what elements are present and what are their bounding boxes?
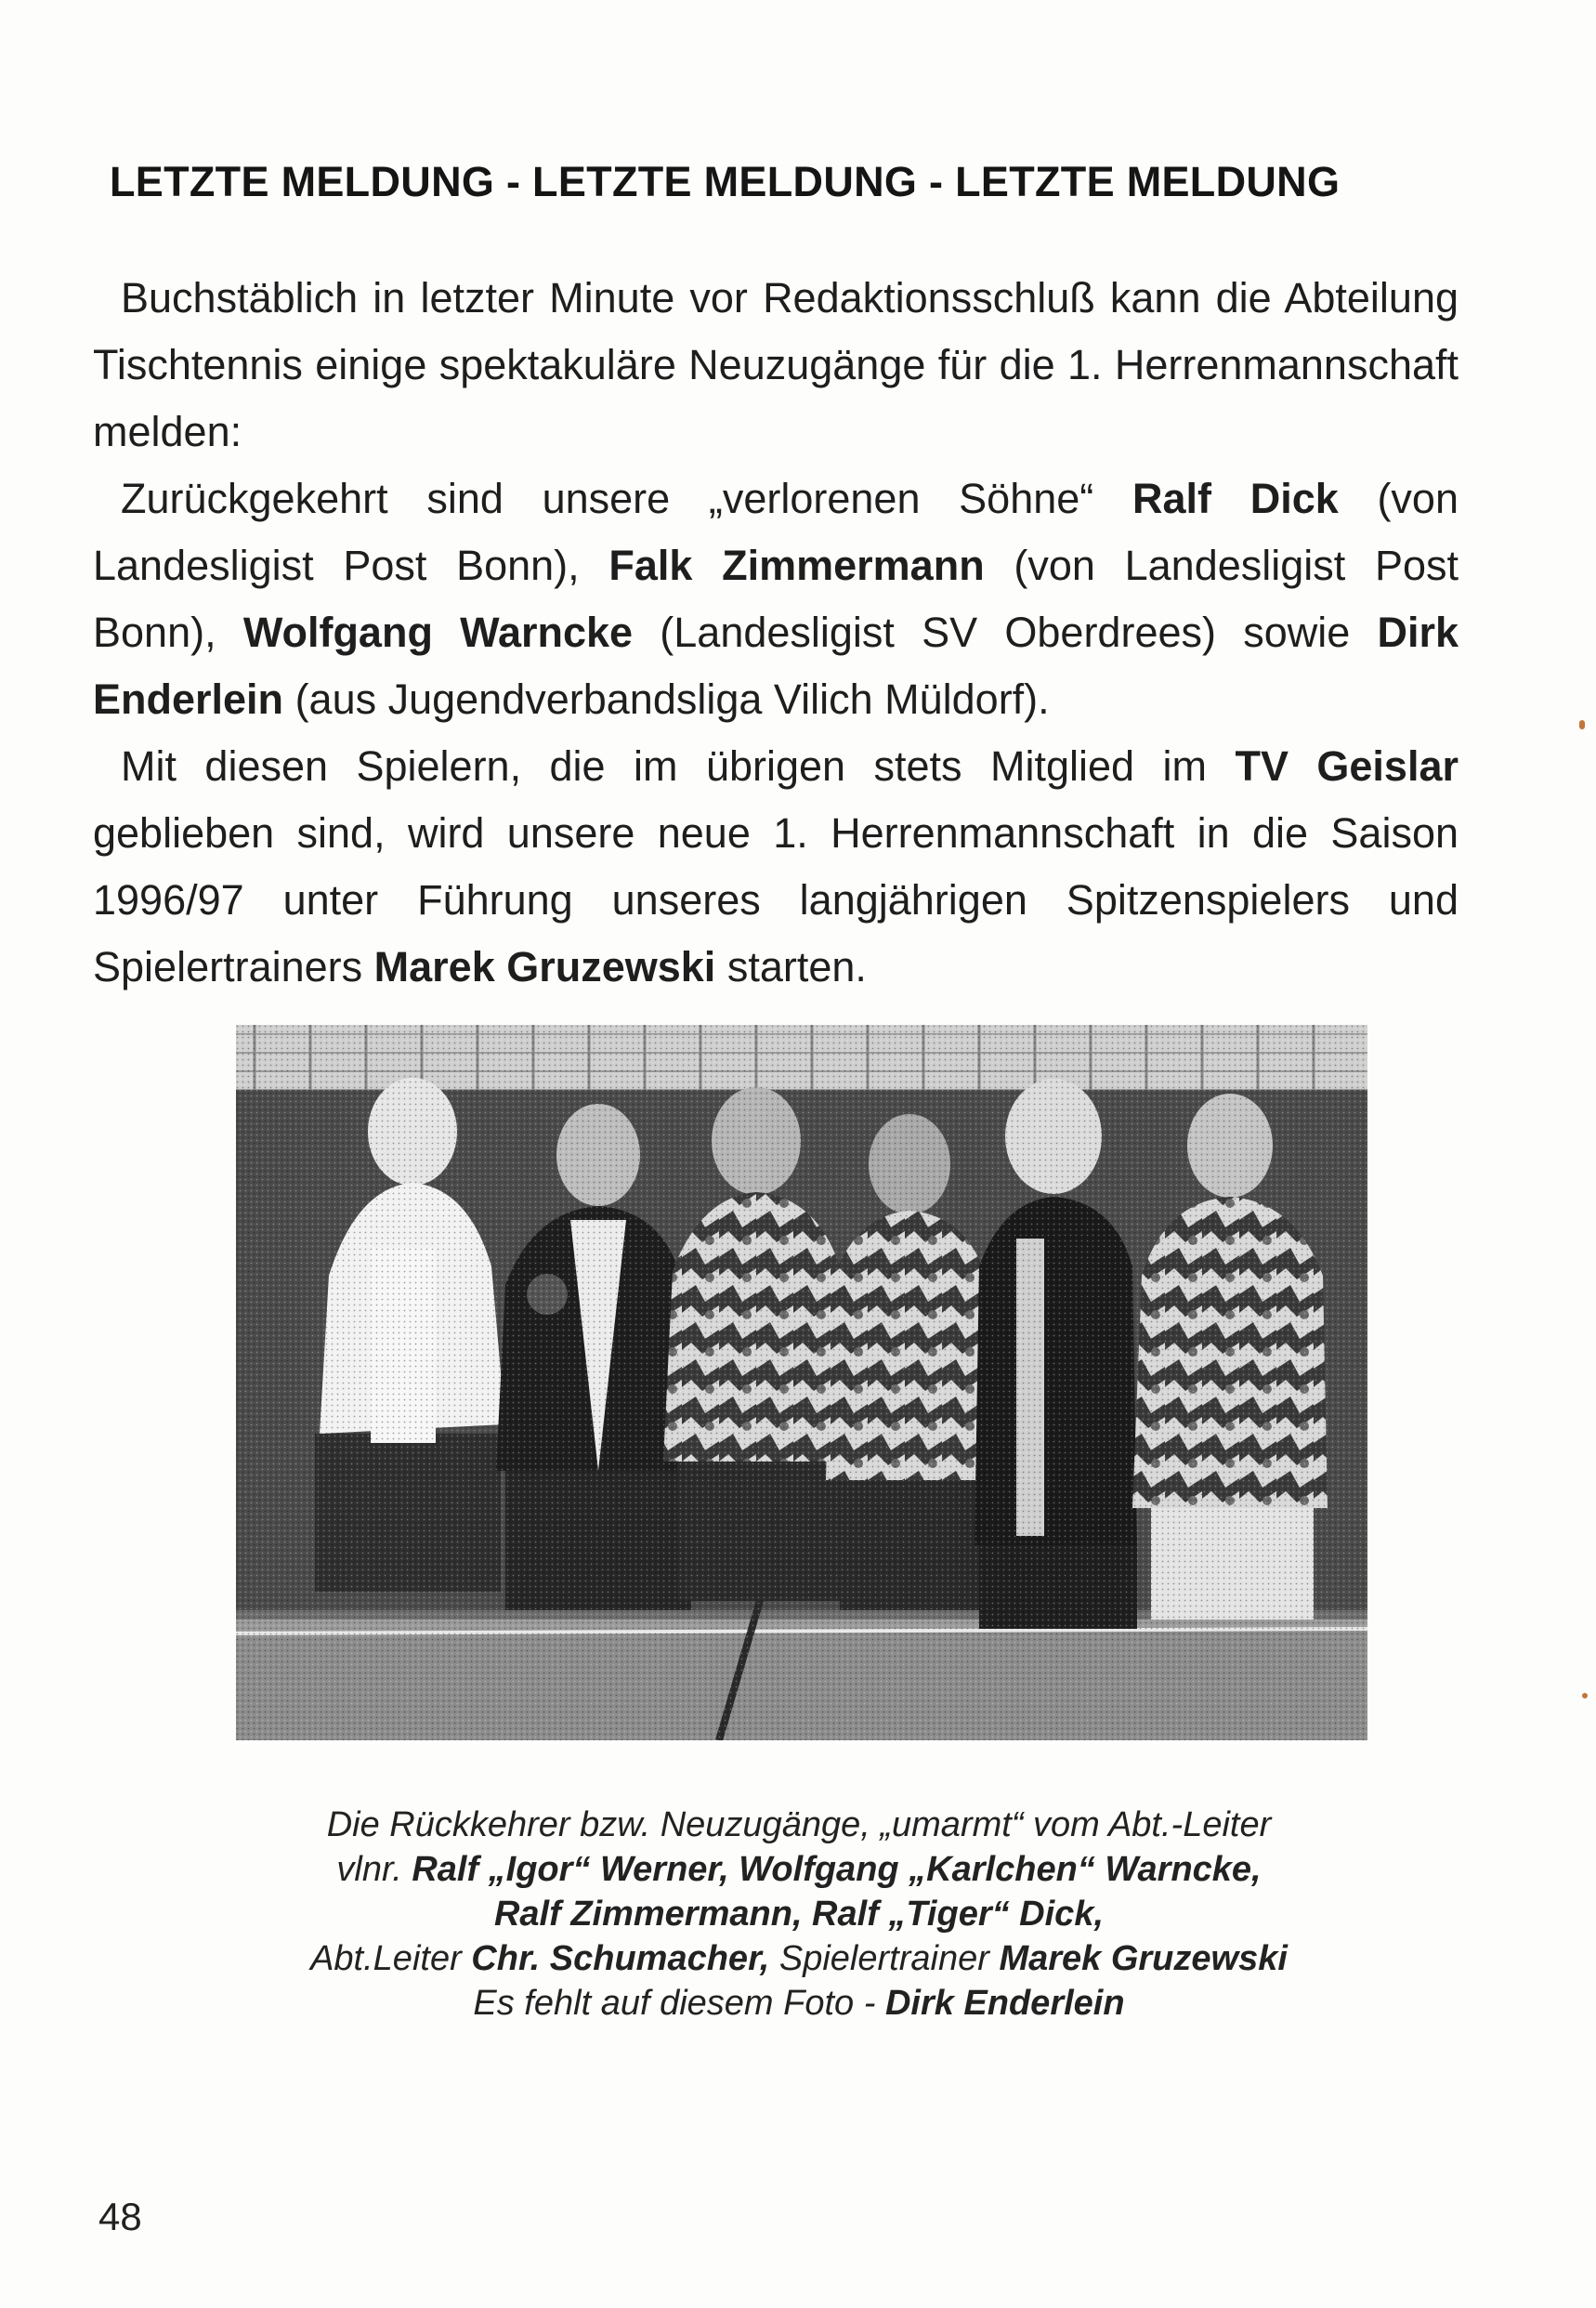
names: Ralf Zimmermann, Ralf „Tiger“ Dick,	[493, 1895, 1105, 1934]
text: (von Landesligist Post Bonn),	[93, 542, 1459, 656]
page-number: 48	[98, 2195, 142, 2238]
player-name: Wolfgang Warncke	[242, 609, 634, 656]
caption-line-3	[167, 1892, 1431, 1936]
headline: LETZTE MELDUNG - LETZTE MELDUNG - LETZTE MELDUNG	[110, 158, 1341, 205]
caption-line-5	[167, 1981, 1431, 2026]
text: Spielertrainer	[769, 1939, 1000, 1978]
caption-line-2	[167, 1847, 1431, 1892]
scan-speck	[1582, 1693, 1588, 1698]
text: starten.	[715, 943, 867, 990]
names: Dirk Enderlein	[884, 1984, 1125, 2023]
player-name: Dirk Enderlein	[93, 609, 1459, 723]
paragraph-2	[93, 466, 1459, 733]
team-photo-illustration	[236, 1025, 1367, 1740]
caption-line-1: Die Rückkehrer bzw. Neuzugänge, „umarmt“ vom Abt.-Leiter	[326, 1805, 1272, 1844]
text: (Landesligist SV Oberdrees) sowie	[633, 609, 1378, 656]
player-name: Falk Zimmermann	[608, 542, 985, 589]
caption-line-4	[167, 1936, 1431, 1981]
scan-speck	[1579, 720, 1585, 729]
paragraph-3	[93, 733, 1459, 1001]
text: Abt.Leiter	[310, 1939, 472, 1978]
photo-caption	[167, 1803, 1431, 2026]
names: Chr. Schumacher,	[471, 1939, 770, 1978]
article-body	[93, 265, 1459, 1001]
text: Es fehlt auf diesem Foto -	[473, 1984, 885, 2023]
text: Mit diesen Spielern, die im übrigen stets Mitglied im	[121, 742, 1236, 790]
names: Marek Gruzewski	[999, 1939, 1288, 1978]
text: geblieben sind, wird unsere neue 1. Herrenmannschaft in die Saison 1996/97 unter Führung unseres langjährigen Spitzenspielers und Spielertrainers	[93, 809, 1459, 990]
text: Zurückgekehrt sind unsere „verlorenen Söhne“	[121, 475, 1132, 522]
player-name: Ralf Dick	[1132, 475, 1339, 522]
paragraph-1: Buchstäblich in letzter Minute vor Redaktionsschluß kann die Abteilung Tischtennis einige spektakuläre Neuzugänge für die 1. Herrenmannschaft melden:	[93, 274, 1459, 455]
text: vlnr.	[336, 1850, 412, 1889]
club-name: TV Geislar	[1235, 742, 1459, 790]
team-photo	[236, 1025, 1367, 1740]
names: Ralf „Igor“ Werner, Wolfgang „Karlchen“ Warncke,	[412, 1850, 1262, 1889]
text: (von Landesligist Post Bonn),	[93, 475, 1459, 589]
text: (aus Jugendverbandsliga Vilich Müldorf).	[283, 675, 1050, 723]
coach-name: Marek Gruzewski	[373, 943, 716, 990]
